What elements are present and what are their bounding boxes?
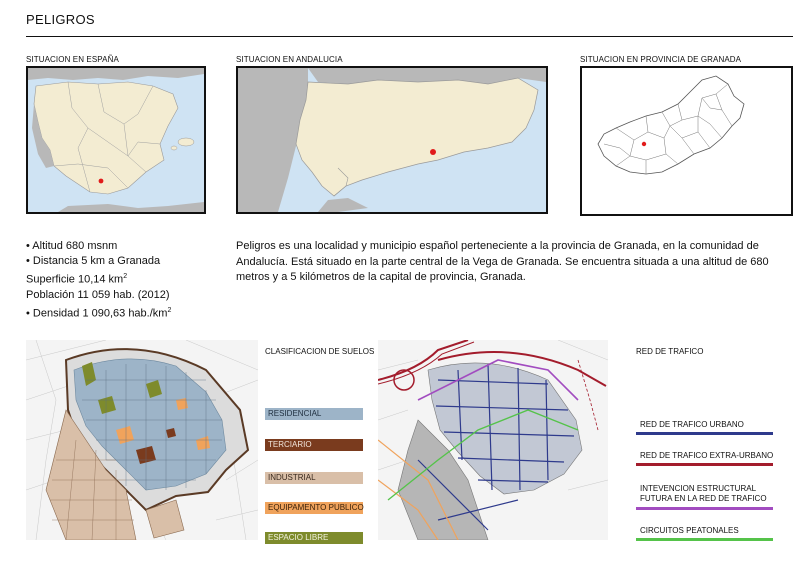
spain-map (26, 66, 206, 214)
spain-map-caption: SITUACION EN ESPAÑA (26, 55, 119, 64)
fact-altitude: • Altitud 680 msnm (26, 240, 118, 252)
land-use-legend-item: EQUIPAMENTO PUBLICO (265, 502, 363, 514)
andalucia-map-caption: SITUACION EN ANDALUCIA (236, 55, 343, 64)
fact-distance: • Distancia 5 km a Granada (26, 255, 161, 267)
andalucia-map (236, 66, 548, 214)
traffic-legend-label: RED DE TRAFICO URBANO (640, 420, 744, 429)
land-use-heading: CLASIFICACION DE SUELOS (265, 347, 375, 356)
traffic-heading: RED DE TRAFICO (636, 347, 704, 356)
traffic-legend-line (636, 507, 773, 510)
page-title: PELIGROS (26, 12, 95, 27)
fact-population: Población 11 059 hab. (2012) (26, 288, 170, 301)
title-divider (26, 36, 793, 37)
traffic-network-map (378, 340, 608, 540)
fact-density: • Densidad 1 090,63 $hab./km^2$ (26, 306, 172, 320)
land-use-legend-item: INDUSTRIAL (265, 472, 363, 484)
peligros-marker-andalucia (430, 149, 436, 155)
traffic-legend-line (636, 432, 773, 435)
granada-map-caption: SITUACION EN PROVINCIA DE GRANADA (580, 55, 742, 64)
fact-area: Superficie 10,14 $km^2$ (26, 273, 128, 286)
traffic-legend-line (636, 538, 773, 541)
granada-province-map (580, 66, 793, 216)
municipality-description: Peligros es una localidad y municipio español perteneciente a la provincia de Granada, en la comunidad de Andalucía. Está situado en la parte central de la Vega de Granada. Se encuentra situada a una altitud de 680 metros y a 5 kilómetros de la capital de provincia, Granada. (236, 240, 769, 283)
land-use-legend-item: TERCIARIO (265, 439, 363, 451)
traffic-legend-line (636, 463, 773, 466)
land-use-legend-item: ESPACIO LIBRE (265, 532, 363, 544)
land-use-map (26, 340, 258, 540)
facts-list (26, 239, 171, 321)
traffic-legend-label: INTEVENCION ESTRUCTURAL FUTURA EN LA RED DE TRAFICO (640, 484, 767, 503)
land-use-legend-item: RESIDENCIAL (265, 408, 363, 420)
traffic-legend-label: RED DE TRAFICO EXTRA-URBANO (640, 451, 774, 460)
peligros-marker-spain (99, 179, 104, 184)
traffic-legend-label: CIRCUITOS PEATONALES (640, 526, 739, 535)
peligros-marker-granada (642, 142, 646, 146)
